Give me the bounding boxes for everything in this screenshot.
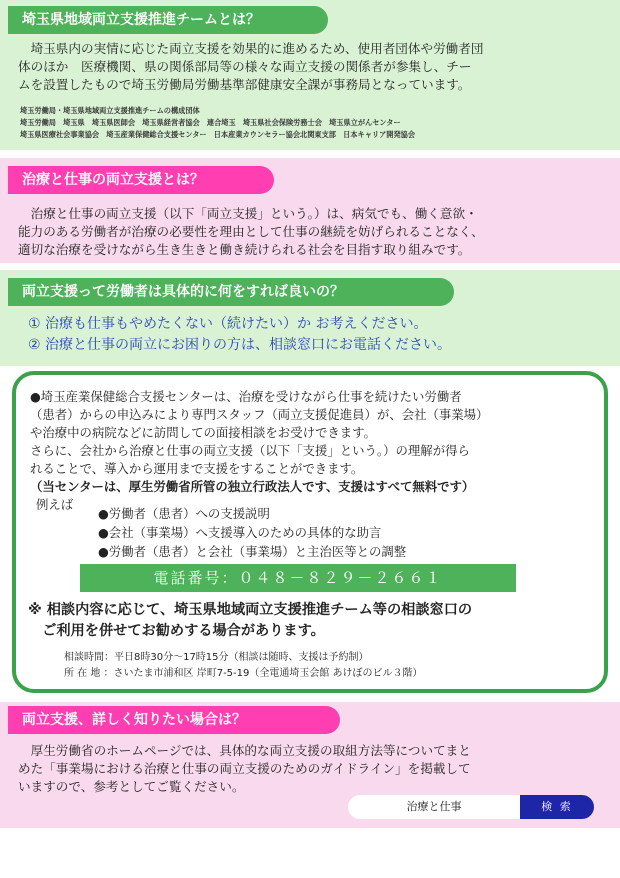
learn-more-line-1: 厚生労働省のホームページでは、具体的な両立支援の取組方法等についてまと	[18, 743, 471, 758]
note-line-2: ご利用を併せてお勧めする場合があります。	[28, 623, 325, 639]
members-title: 埼玉労働局・埼玉県地域両立支援推進チームの構成団体	[20, 106, 200, 115]
worker-action-item-1: ① 治療も仕事もやめたくない（続けたい）か お考えください。	[28, 316, 428, 332]
support-paragraph-line-1: 治療と仕事の両立支援（以下「両立支援」という。）は、病気でも、働く意欲・	[18, 206, 478, 221]
center-address: 所 在 地 ：さいたま市浦和区 岸町7-5-19（全電通埼玉会館 あけぼのビル３階）	[64, 668, 423, 679]
phone-number[interactable]: 電話番号：０４８－８２９－２６６１	[80, 564, 516, 592]
learn-more-heading: 両立支援、詳しく知りたい場合は？	[8, 706, 340, 734]
center-line-4: さらに、会社から治療と仕事の両立支援（以下「支援」という。）の理解が得ら	[30, 443, 470, 458]
center-line-3: や治療中の病院などに訪問しての面接相談をお受けできます。	[30, 425, 376, 440]
search-button[interactable]: 検 索	[520, 795, 594, 819]
worker-action-item-2: ② 治療と仕事の両立にお困りの方は、相談窓口にお電話ください。	[28, 337, 451, 353]
examples-label: 例えば	[36, 497, 74, 512]
team-paragraph-line-1: 埼玉県内の実情に応じた両立支援を効果的に進めるため、使用者団体や労働者団	[18, 41, 484, 56]
center-line-1: ●埼玉産業保健総合支援センターは、治療を受けながら仕事を続けたい労働者	[30, 389, 462, 404]
worker-action-heading: 両立支援って労働者は具体的に何をすれば良いの？	[8, 278, 454, 306]
support-paragraph-line-3: 適切な治療を受けながら生き生きと働き続けられる社会を目指す取り組みです。	[18, 242, 471, 257]
team-heading: 埼玉県地域両立支援推進チームとは？	[8, 6, 328, 34]
learn-more-line-3: いますので、参考としてご覧ください。	[18, 779, 245, 794]
center-line-5: れることで、導入から運用まで支援をすることができます。	[30, 461, 364, 476]
worker-action-section	[0, 270, 620, 366]
example-item-2: ●会社（事業場）へ支援導入のための具体的な助言	[98, 525, 382, 540]
support-paragraph-line-2: 能力のある労働者が治療の必要性を理由として仕事の継続を妨げられることなく、	[18, 224, 484, 239]
team-paragraph-line-3: ムを設置したもので埼玉労働局労働基準部健康安全課が事務局となっています。	[18, 77, 471, 92]
example-item-1: ●労働者（患者）への支援説明	[98, 506, 270, 521]
learn-more-line-2: めた「事業場における治療と仕事の両立支援のためのガイドライン」を掲載して	[18, 761, 471, 776]
team-section	[0, 0, 620, 150]
search-keyword-field[interactable]: 治療と仕事	[348, 795, 520, 819]
support-definition-section	[0, 158, 620, 263]
center-line-2: （患者）からの申込みにより専門スタッフ（両立支援促進員）が、会社（事業場）	[30, 407, 489, 422]
free-service-emphasis: （当センターは、厚生労働省所管の独立行政法人です、支援はすべて無料です）	[30, 479, 475, 494]
members-line-1: 埼玉労働局 埼玉県 埼玉県医師会 埼玉県経営者協会 連合埼玉 埼玉県社会保険労務士会 埼玉県立がんセンター	[20, 118, 401, 127]
consultation-hours: 相談時間：平日8時30分～17時15分（相談は随時、支援は予約制）	[64, 652, 369, 663]
support-definition-heading: 治療と仕事の両立支援とは？	[8, 166, 274, 194]
note-line-1: ※ 相談内容に応じて、埼玉県地域両立支援推進チーム等の相談窓口の	[28, 602, 473, 618]
example-item-3: ●労働者（患者）と会社（事業場）と主治医等との調整	[98, 544, 407, 559]
team-paragraph-line-2: 体のほか 医療機関、県の関係部局等の様々な両立支援の関係者が参集し、チー	[18, 59, 472, 74]
members-line-2: 埼玉県医療社会事業協会 埼玉産業保健総合支援センター 日本産業カウンセラー協会北関東支部 日本キャリア開発協会	[20, 130, 416, 139]
